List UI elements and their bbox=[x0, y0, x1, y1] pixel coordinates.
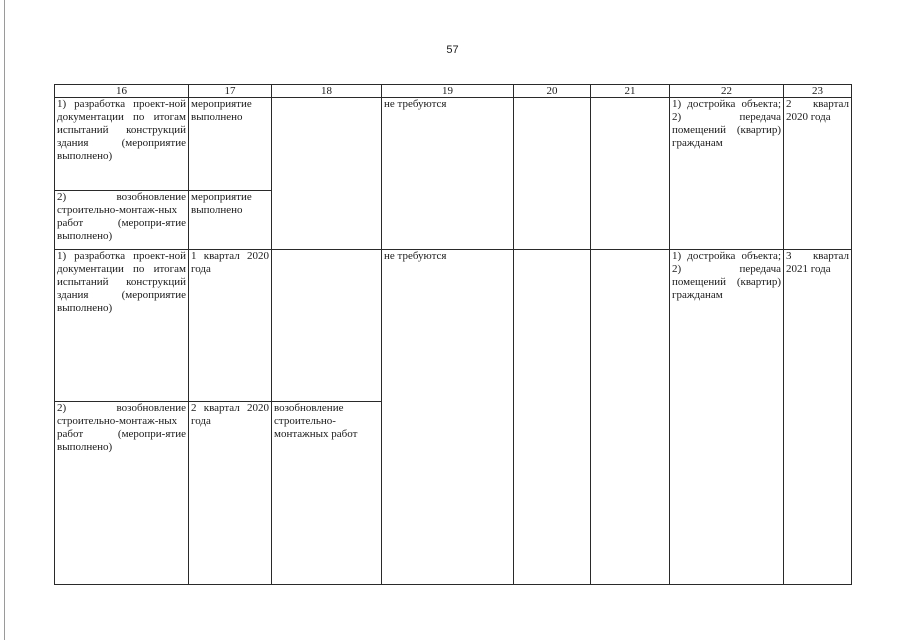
empty-cell bbox=[514, 98, 591, 250]
result-cell: 1) достройка объекта; 2) передача помещений (квартир) гражданам bbox=[670, 250, 784, 585]
header-cell-16: 16 bbox=[55, 85, 189, 98]
empty-cell bbox=[272, 98, 382, 250]
stage-cell: 2) возобновление строительно-монтаж-ных работ (меропри-ятие выполнено) bbox=[55, 191, 189, 250]
header-cell-18: 18 bbox=[272, 85, 382, 98]
header-cell-17: 17 bbox=[189, 85, 272, 98]
deadline-cell: 1 квартал 2020 года bbox=[189, 250, 272, 402]
deadline-cell: мероприятие выполнено bbox=[189, 98, 272, 191]
deadline-cell: мероприятие выполнено bbox=[189, 191, 272, 250]
empty-cell bbox=[591, 250, 670, 585]
table-row bbox=[55, 250, 852, 402]
header-cell-20: 20 bbox=[514, 85, 591, 98]
period-cell: 3 квартал 2021 года bbox=[784, 250, 852, 585]
period-cell: 2 квартал 2020 года bbox=[784, 98, 852, 250]
measures-table bbox=[54, 84, 852, 585]
empty-cell bbox=[591, 98, 670, 250]
header-row bbox=[55, 85, 852, 98]
result-cell: 1) достройка объекта; 2) передача помещений (квартир) гражданам bbox=[670, 98, 784, 250]
work-cell: возобновление строительно-монтажных работ bbox=[272, 402, 382, 585]
stage-cell: 1) разработка проект-ной документации по итогам испытаний конструкций здания (мероприятие выполнено) bbox=[55, 250, 189, 402]
header-cell-19: 19 bbox=[382, 85, 514, 98]
header-cell-21: 21 bbox=[591, 85, 670, 98]
deadline-cell: 2 квартал 2020 года bbox=[189, 402, 272, 585]
stage-cell: 2) возобновление строительно-монтаж-ных работ (меропри-ятие выполнено) bbox=[55, 402, 189, 585]
empty-cell bbox=[514, 250, 591, 585]
requirements-cell: не требуются bbox=[382, 250, 514, 585]
header-cell-23: 23 bbox=[784, 85, 852, 98]
requirements-cell: не требуются bbox=[382, 98, 514, 250]
empty-cell bbox=[272, 250, 382, 402]
page-number: 57 bbox=[446, 44, 459, 56]
left-margin-line bbox=[4, 0, 5, 640]
stage-cell: 1) разработка проект-ной документации по итогам испытаний конструкций здания (мероприятие выполнено) bbox=[55, 98, 189, 191]
header-cell-22: 22 bbox=[670, 85, 784, 98]
table-row bbox=[55, 98, 852, 191]
